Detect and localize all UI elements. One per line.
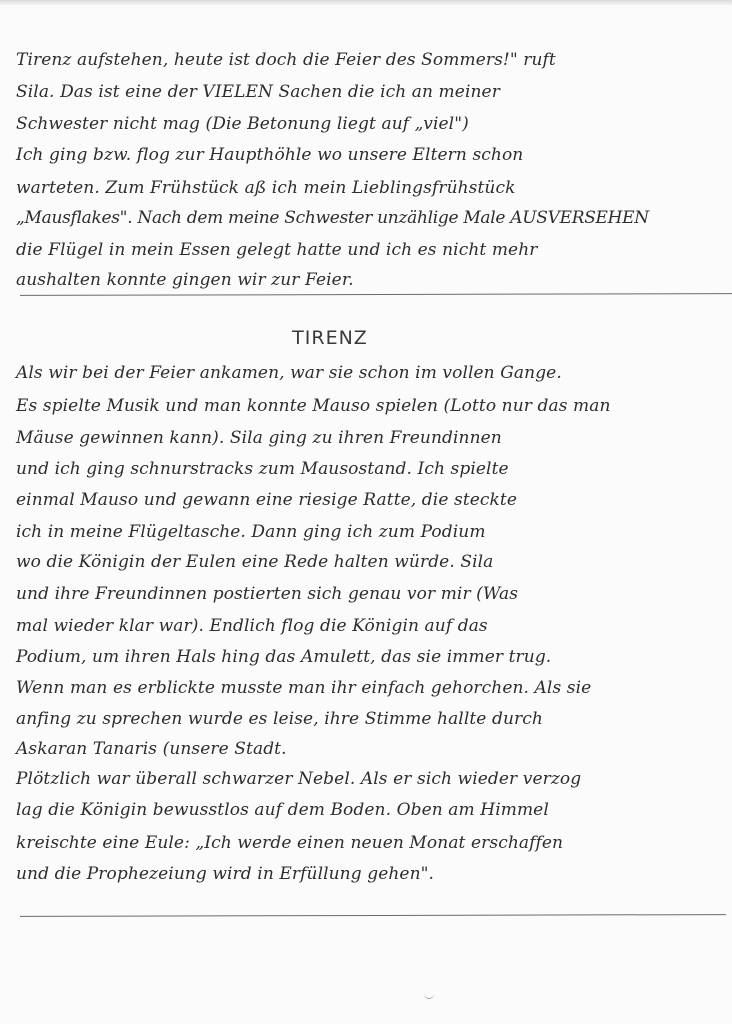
text-line: Wenn man es erblickte musste man ihr einfach gehorchen. Als sie [16,678,592,698]
text-line: Mäuse gewinnen kann). Sila ging zu ihren Freundinnen [16,428,502,448]
section-heading: TIRENZ [292,327,368,349]
text-line: Plötzlich war überall schwarzer Nebel. Als er sich wieder verzog [16,769,582,789]
text-line: Askaran Tanaris (unsere Stadt. [16,739,287,759]
text-line: Sila. Das ist eine der VIELEN Sachen die ich an meiner [16,82,500,102]
divider-line [20,293,732,296]
text-line: und die Prophezeiung wird in Erfüllung gehen". [16,864,435,884]
divider-line [20,914,726,917]
text-line: anfing zu sprechen wurde es leise, ihre Stimme hallte durch [16,709,543,729]
text-line: ich in meine Flügeltasche. Dann ging ich zum Podium [16,522,486,542]
text-line: Podium, um ihren Hals hing das Amulett, das sie immer trug. [16,647,552,667]
text-line: kreischte eine Eule: „Ich werde einen neuen Monat erschaffen [16,833,564,853]
text-line: und ich ging schnurstracks zum Mausostand. Ich spielte [16,459,509,479]
text-line: die Flügel in mein Essen gelegt hatte und ich es nicht mehr [16,240,538,260]
text-line: aushalten konnte gingen wir zur Feier. [16,270,354,290]
scan-edge [0,0,732,6]
text-line: einmal Mauso und gewann eine riesige Ratte, die steckte [16,490,518,510]
text-line: Schwester nicht mag (Die Betonung liegt auf „viel") [16,114,469,134]
text-line: lag die Königin bewusstlos auf dem Boden. Oben am Himmel [16,800,549,820]
text-line: mal wieder klar war). Endlich flog die Königin auf das [16,616,488,636]
text-line: wo die Königin der Eulen eine Rede halten würde. Sila [16,552,494,572]
text-line: warteten. Zum Frühstück aß ich mein Lieblingsfrühstück [16,178,516,198]
text-line: Ich ging bzw. flog zur Haupthöhle wo unsere Eltern schon [16,145,524,165]
text-line: Tirenz aufstehen, heute ist doch die Feier des Sommers!" ruft [16,50,556,70]
text-line: und ihre Freundinnen postierten sich genau vor mir (Was [16,584,519,604]
pen-mark [424,992,434,999]
text-line: „Mausflakes". Nach dem meine Schwester unzählige Male AUSVERSEHEN [16,208,649,228]
text-line: Als wir bei der Feier ankamen, war sie schon im vollen Gange. [16,363,562,383]
text-line: Es spielte Musik und man konnte Mauso spielen (Lotto nur das man [16,396,611,416]
